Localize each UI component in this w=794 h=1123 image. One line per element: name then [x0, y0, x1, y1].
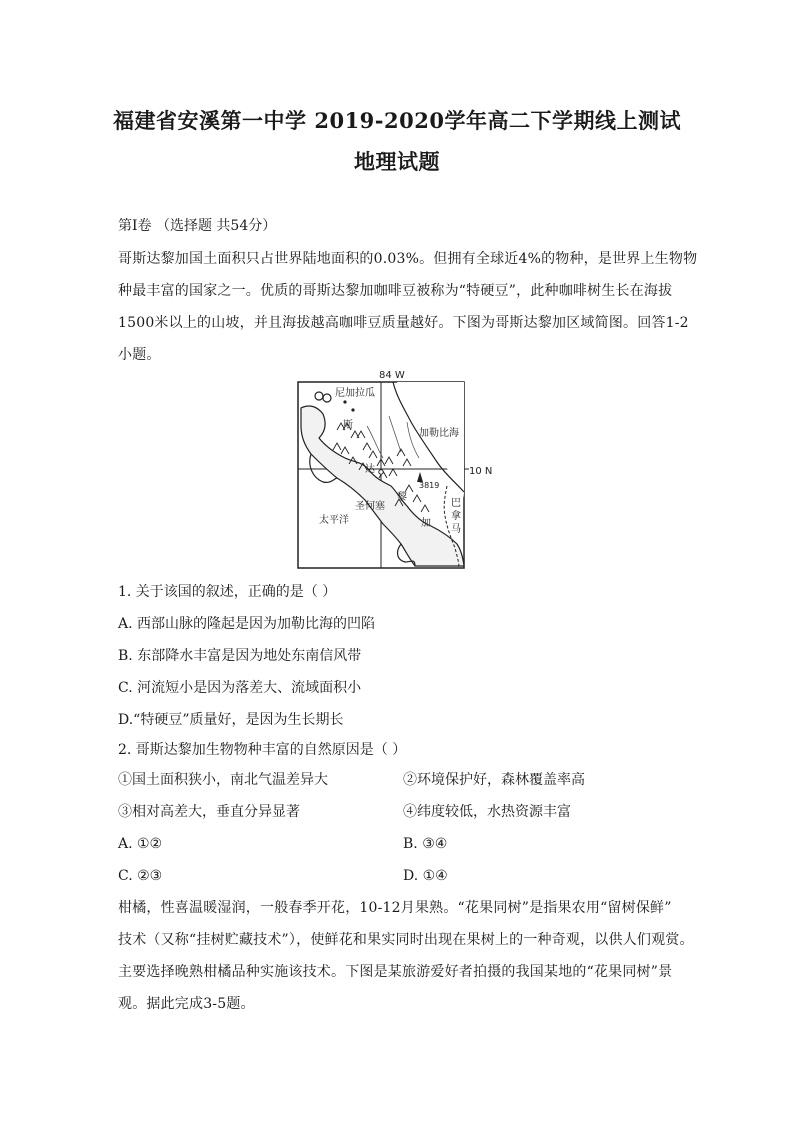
- passage1-line: 小题。: [118, 347, 161, 363]
- section-label: 第Ⅰ卷 （选择题 共54分）: [118, 218, 277, 234]
- passage1-line: 种最丰富的国家之一。优质的哥斯达黎加咖啡豆被称为“特硬豆”，此种咖啡树生长在海拔: [118, 283, 673, 299]
- question-2-stem: 2. 哥斯达黎加生物物种丰富的自然原因是（ ）: [118, 742, 407, 758]
- document-subtitle: 地理试题: [354, 149, 440, 174]
- panama-label-3: 马: [451, 524, 461, 535]
- costa-rica-label-2: 达: [365, 464, 375, 475]
- nicaragua-label: 尼加拉瓜: [335, 388, 375, 399]
- passage1-line: 1500米以上的山坡，并且海拔越高咖啡豆质量越好。下图为哥斯达黎加区域简图。回答1-2: [118, 315, 689, 331]
- document-title: 福建省安溪第一中学 2019-2020学年高二下学期线上测试: [113, 108, 681, 133]
- passage1-line: 哥斯达黎加国土面积只占世界陆地面积的0.03%。但拥有全球近4%的物种，是世界上生物物: [118, 251, 698, 267]
- question-2-option-a: A. ①②: [118, 836, 163, 852]
- question-2-option-b: B. ③④: [403, 836, 448, 852]
- question-1-option-d: D.“特硬豆”质量好，是因为生长期长: [118, 712, 344, 728]
- panama-label-2: 拿: [451, 511, 461, 522]
- costa-rica-label-1: 斯: [343, 420, 353, 431]
- pacific-label: 太平洋: [319, 515, 349, 526]
- question-2-option-d: D. ①④: [403, 868, 448, 884]
- question-2-statement-3: ③相对高差大，垂直分异显著: [118, 804, 300, 820]
- panama-label-1: 巴: [451, 498, 461, 509]
- san-jose-label: 圣何塞: [355, 501, 385, 512]
- question-1-option-a: A. 西部山脉的隆起是因为加勒比海的凹陷: [118, 616, 376, 632]
- passage2-line: 技术（又称“挂树贮藏技术”），使鲜花和果实同时出现在果树上的一种奇观，以供人们观赏。: [118, 932, 694, 948]
- costa-rica-label-3: 黎: [397, 492, 407, 503]
- passage2-line: 主要选择晚熟柑橘品种实施该技术。下图是某旅游爱好者拍摄的我国某地的“花果同树”景: [118, 964, 673, 980]
- question-1-option-b: B. 东部降水丰富是因为地处东南信风带: [118, 648, 362, 664]
- question-1-option-c: C. 河流短小是因为落差大、流域面积小: [118, 680, 362, 696]
- passage2-line: 观。据此完成3-5题。: [118, 996, 255, 1012]
- costa-rica-map: [297, 366, 497, 572]
- passage2-line: 柑橘，性喜温暖湿润，一般春季开花，10-12月果熟。“花果同树”是指果农用“留树保鲜”: [118, 900, 672, 916]
- question-2-option-c: C. ②③: [118, 868, 163, 884]
- elevation-label: 3819: [419, 481, 440, 490]
- caribbean-label: 加勒比海: [419, 428, 459, 439]
- question-2-statement-4: ④纬度较低，水热资源丰富: [403, 804, 571, 820]
- latitude-label: 10 N: [469, 466, 493, 477]
- costa-rica-label-4: 加: [421, 518, 431, 529]
- question-2-statement-2: ②环境保护好，森林覆盖率高: [403, 772, 585, 788]
- question-2-statement-1: ①国土面积狭小，南北气温差异大: [118, 772, 328, 788]
- longitude-label: 84 W: [379, 370, 405, 381]
- question-1-stem: 1. 关于该国的叙述，正确的是（ ）: [118, 584, 337, 600]
